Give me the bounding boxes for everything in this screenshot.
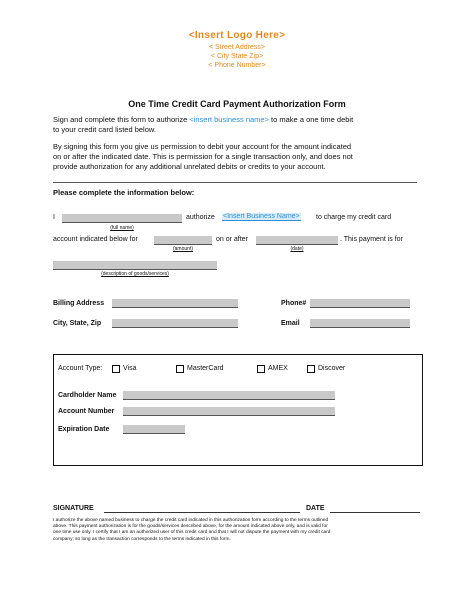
signature-label: SIGNATURE	[53, 505, 94, 512]
authorize-label: authorize	[186, 214, 215, 221]
expiration-date-field[interactable]	[123, 425, 185, 434]
payment-for-text: . This payment is for	[340, 236, 403, 243]
phone-number: < Phone Number>	[208, 62, 266, 69]
description-caption: (description of goods/services)	[101, 271, 169, 277]
logo-placeholder: <Insert Logo Here>	[188, 30, 286, 41]
mastercard-checkbox[interactable]	[176, 365, 184, 373]
intro-text-1: Sign and complete this form to authorize	[53, 115, 190, 124]
consent-line-3: provide authorization for any additional unrelated debits or credits to your account.	[53, 162, 326, 171]
discover-checkbox[interactable]	[307, 365, 315, 373]
email-field[interactable]	[310, 319, 410, 328]
account-text: account indicated below for	[53, 236, 138, 243]
billing-address-field[interactable]	[112, 299, 238, 308]
fine-print-line-4: company; so long as the transaction corresponds to the terms indicated in this form.	[53, 536, 231, 542]
consent-line-2: on or after the indicated date. This is permission for a single transaction only, and does not	[53, 152, 353, 161]
account-number-label: Account Number	[58, 408, 115, 415]
section-heading: Please complete the information below:	[53, 188, 195, 197]
intro-paragraph	[53, 115, 423, 135]
fine-print-line-3: one time use only. I certify that I am an authorized user of this credit card and that I will not dispute the payment with my credit card	[53, 530, 331, 536]
cardholder-name-label: Cardholder Name	[58, 392, 117, 399]
city-state-zip: < City State Zip>	[210, 53, 264, 60]
date-caption: (date)	[290, 246, 304, 252]
full-name-caption: (full name)	[110, 225, 134, 231]
street-address: < Street Address>	[208, 44, 266, 51]
email-label: Email	[281, 320, 300, 327]
expiration-date-label: Expiration Date	[58, 426, 110, 433]
amount-caption: (amount)	[172, 246, 193, 252]
business-name-field[interactable]: <Insert Business Name>	[223, 213, 300, 220]
billing-address-label: Billing Address	[53, 300, 105, 307]
fine-print-line-1: I authorize the above named business to charge the credit card indicated in this authorization form according to the terms outlined	[53, 518, 329, 523]
phone-label: Phone#	[281, 300, 307, 307]
cardholder-name-field[interactable]	[123, 391, 335, 400]
account-number-field[interactable]	[123, 407, 335, 416]
description-field[interactable]	[53, 261, 217, 270]
full-name-field[interactable]	[62, 214, 182, 223]
to-charge-text: to charge my credit card	[316, 214, 392, 221]
signature-line[interactable]	[104, 512, 300, 513]
i-label: I	[53, 214, 55, 221]
visa-checkbox[interactable]	[112, 365, 120, 373]
city-state-zip-field[interactable]	[112, 319, 238, 328]
fine-print-line-2: above. This payment authorization is for the goods/services described above, for the amount indicated above only, and is valid for	[53, 524, 328, 530]
signature-date-line[interactable]	[330, 512, 420, 513]
consent-paragraph	[53, 142, 423, 172]
amex-label: AMEX	[268, 365, 288, 372]
amex-checkbox[interactable]	[257, 365, 265, 373]
on-or-after-text: on or after	[216, 236, 248, 243]
business-name-placeholder: <insert business name>	[189, 115, 269, 124]
mastercard-label: MasterCard	[187, 365, 224, 372]
phone-field[interactable]	[310, 299, 410, 308]
account-type-label: Account Type:	[58, 365, 103, 372]
date-label: DATE	[306, 505, 325, 512]
fine-print	[53, 518, 421, 543]
section-divider	[53, 182, 417, 183]
city-state-zip-label: City, State, Zip	[53, 320, 102, 327]
discover-label: Discover	[318, 365, 346, 372]
visa-label: Visa	[123, 365, 137, 372]
intro-text-2: to make a one time debit	[268, 115, 354, 124]
consent-line-1: By signing this form you give us permission to debit your account for the amount indicated	[53, 142, 352, 151]
form-title: One Time Credit Card Payment Authorization Form	[128, 99, 346, 109]
amount-field[interactable]	[154, 236, 212, 245]
date-field[interactable]	[256, 236, 338, 245]
intro-text-3: to your credit card listed below.	[53, 125, 156, 134]
